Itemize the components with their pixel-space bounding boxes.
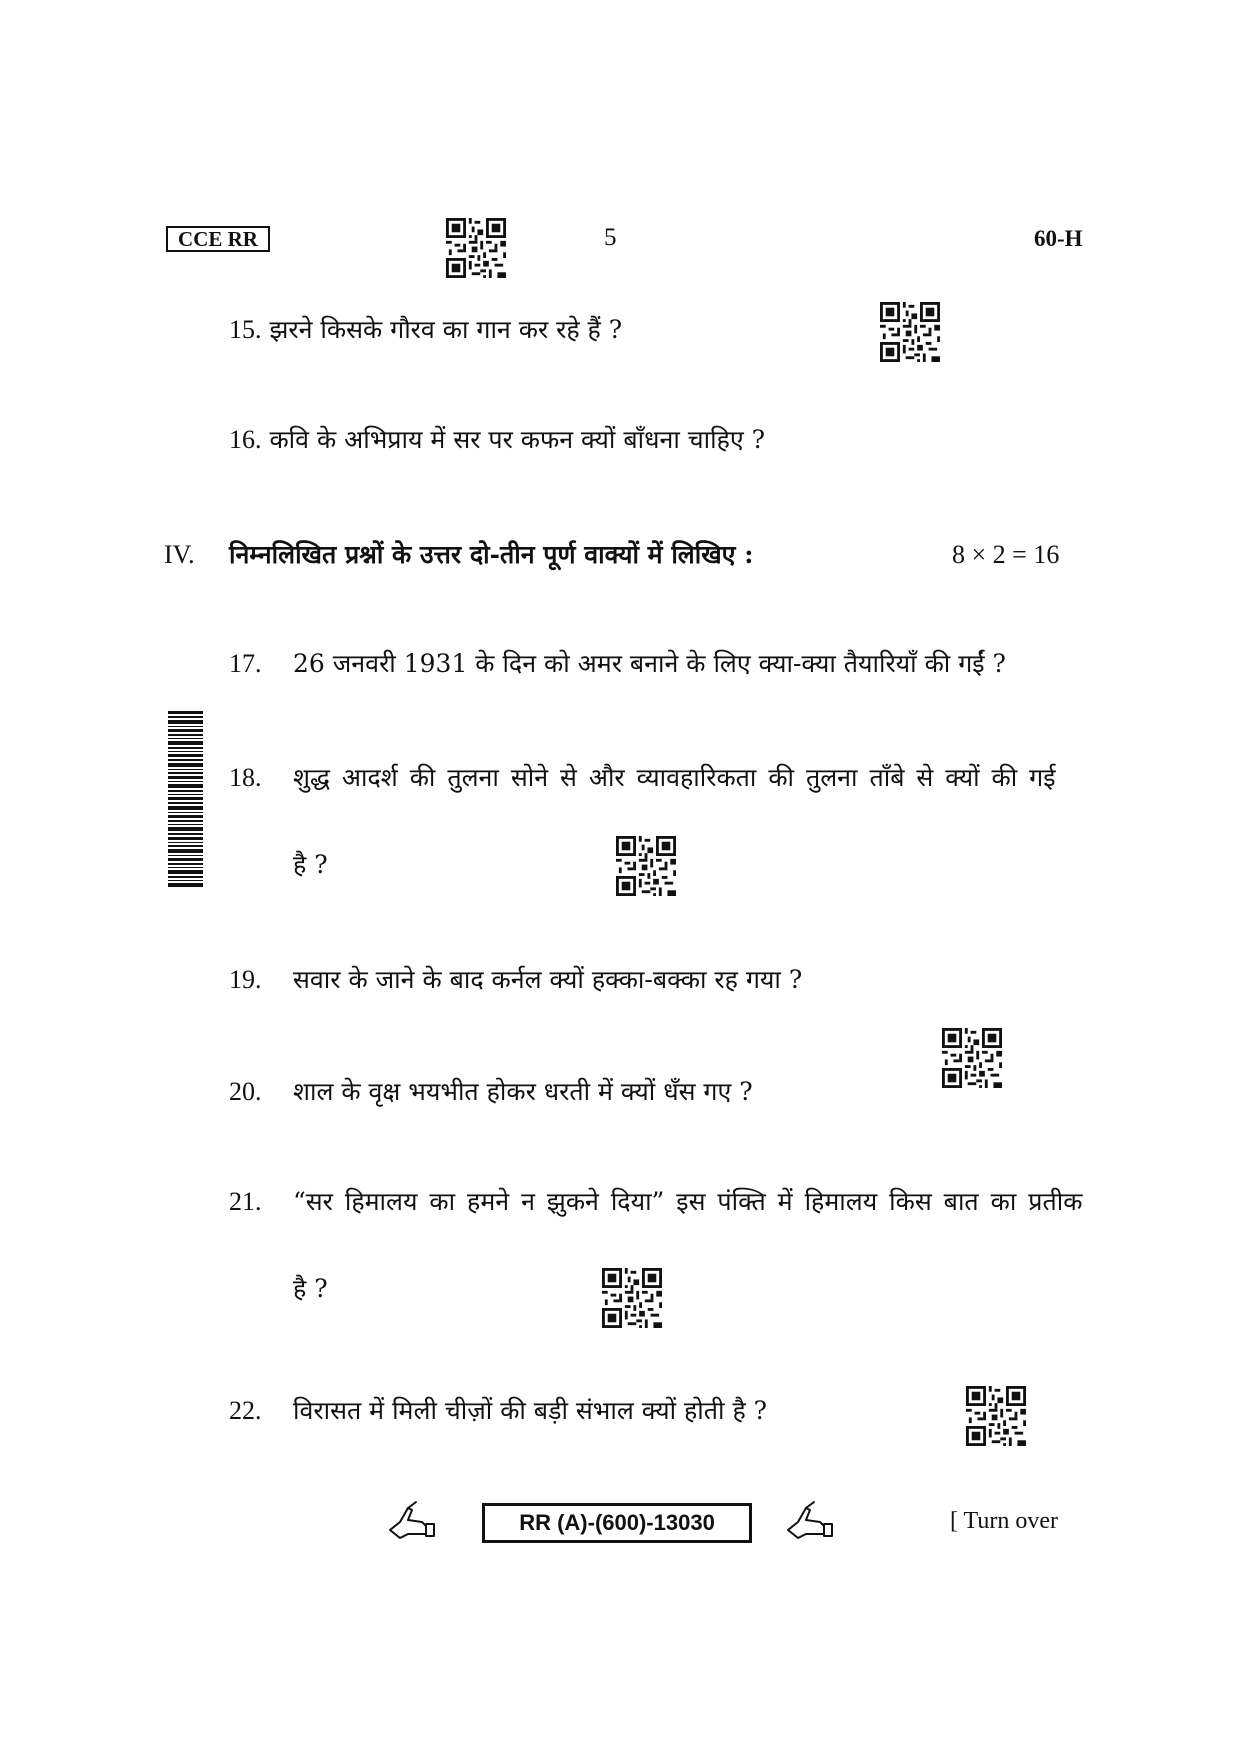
paper-code: 60-H [1034, 226, 1083, 251]
section-marks: 8 × 2 = 16 [952, 540, 1060, 569]
question-text-line-1: शुद्ध आदर्श की तुलना सोने से और व्यावहारिकता की तुलना ताँबे से क्यों की गई [293, 763, 1056, 792]
barcode-icon [168, 711, 203, 887]
section-instruction: निम्नलिखित प्रश्नों के उत्तर दो-तीन पूर्ण वाक्यों में लिखिए : [229, 540, 754, 569]
question-number: 15. [229, 315, 262, 344]
question-text: शाल के वृक्ष भयभीत होकर धरती में क्यों धँस गए ? [293, 1077, 753, 1106]
question-number: 18. [229, 763, 262, 792]
question-number: 19. [229, 965, 262, 994]
question-18 [229, 761, 262, 795]
question-number: 22. [229, 1396, 262, 1425]
footer-code: RR (A)-(600)-13030 [482, 1503, 752, 1543]
question-15 [229, 313, 622, 347]
question-20 [229, 1075, 262, 1109]
question-21 [229, 1185, 262, 1219]
qr-code-icon [942, 1028, 1002, 1088]
qr-code-icon [602, 1268, 662, 1328]
question-text-line-2: है ? [293, 1274, 328, 1303]
page-number: 5 [604, 224, 617, 251]
question-number: 17. [229, 649, 262, 678]
question-22 [229, 1394, 262, 1428]
qr-code-icon [446, 218, 506, 278]
question-number: 16. [229, 425, 262, 454]
question-text-line-2: है ? [293, 850, 328, 879]
section-number: IV. [164, 540, 195, 569]
question-text: झरने किसके गौरव का गान कर रहे हैं ? [269, 315, 623, 344]
writing-hand-icon [784, 1500, 838, 1540]
qr-code-icon [880, 302, 940, 362]
question-19 [229, 963, 262, 997]
question-text: कवि के अभिप्राय में सर पर कफन क्यों बाँधना चाहिए ? [269, 425, 766, 454]
question-16 [229, 423, 765, 457]
question-17 [229, 647, 262, 681]
qr-code-icon [966, 1386, 1026, 1446]
turn-over-note: [ Turn over [950, 1508, 1059, 1534]
question-text-line-1: “सर हिमालय का हमने न झुकने दिया” इस पंक्ति में हिमालय किस बात का प्रतीक [293, 1187, 1083, 1216]
question-text: 26 जनवरी 1931 के दिन को अमर बनाने के लिए क्या-क्या तैयारियाँ की गईं ? [293, 649, 1006, 678]
writing-hand-icon [386, 1500, 440, 1540]
question-number: 20. [229, 1077, 262, 1106]
qr-code-icon [616, 836, 676, 896]
question-text: विरासत में मिली चीज़ों की बड़ी संभाल क्यों होती है ? [293, 1396, 768, 1425]
question-text: सवार के जाने के बाद कर्नल क्यों हक्का-बक्का रह गया ? [293, 965, 803, 994]
question-number: 21. [229, 1187, 262, 1216]
exam-code-label: CCE RR [166, 226, 270, 252]
